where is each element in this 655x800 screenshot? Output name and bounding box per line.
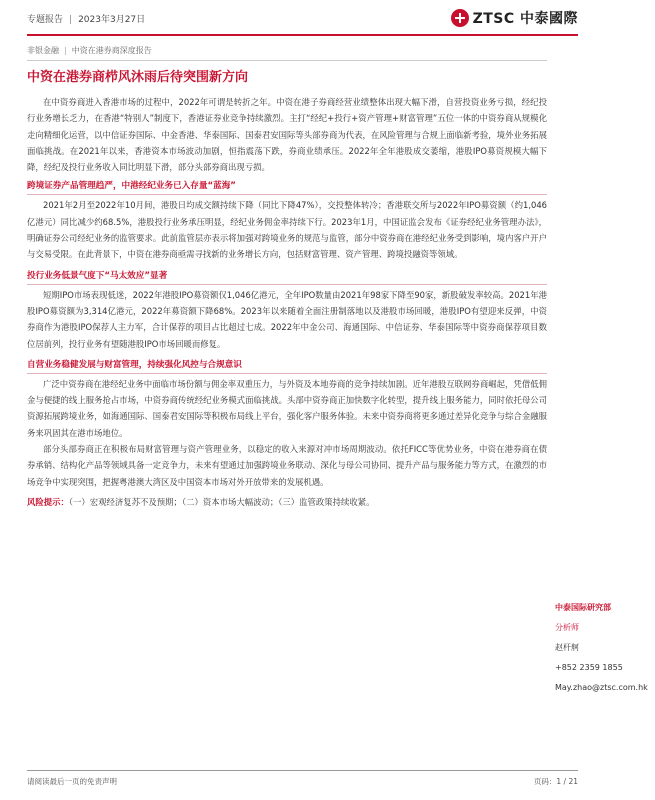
- breadcrumb-category: 非银金融: [27, 46, 59, 55]
- footer-rule: [27, 770, 578, 771]
- report-type: 专题报告: [27, 15, 64, 25]
- header-divider: |: [69, 15, 73, 25]
- logo-mark-icon: [451, 9, 469, 27]
- main-body: [27, 94, 547, 510]
- breadcrumb-divider: |: [64, 46, 67, 55]
- paragraph-intro: 在中资券商进入香港市场的过程中，2022年可谓是转折之年。中资在港子券商经营业绩整体出现大幅下滑，自营投资业务亏损，经纪投行业务增长乏力，在香港“特别人”制度下，香港证券业竞争持续激烈。主打“经纪+投行+资产管理+财富管理”五位一体的中资券商从规模化走向精细化运营，以中信证券国际、中金香港、华泰国际、国泰君安国际等头部券商为代表，在风险管理与合规上面临新考验，境外业务拓展面临挑战。在2021年以来，香港资本市场波动加剧，恒指震荡下跌，券商业绩承压。2022年全年港股成交萎缩，港股IPO募资规模大幅下降，经纪及投行业务收入同比明显下滑，部分头部券商出现亏损。: [27, 97, 547, 173]
- breadcrumb-report: 中资在港券商深度报告: [71, 46, 152, 55]
- paragraph-competition: 广泛中资券商在港经纪业务中面临市场份额与佣金率双重压力，与外资及本地券商的竞争持续加剧。近年港股互联网券商崛起，凭借低佣金与便捷的线上服务抢占市场，中资券商传统经纪业务模式面临挑战。头部中资券商正加快数字化转型，提升线上服务能力，同时依托母公司资源拓展跨境业务，如海通国际、国泰君安国际等积极布局线上平台，强化客户服务体验。未来中资券商将更多通过差异化竞争与综合金融服务来巩固其在港市场地位。: [27, 378, 547, 438]
- paragraph-outlook: 部分头部券商正在积极布局财富管理与资产管理业务，以稳定的收入来源对冲市场周期波动。依托FICC等优势业务，中资在港券商在债券承销、结构化产品等领域具备一定竞争力，未来有望通过加强跨境业务联动、深化与母公司协同、提升产品与服务能力等方式，在激烈的市场竞争中实现突围，把握粤港澳大湾区及中国资本市场对外开放带来的发展机遇。: [27, 444, 547, 487]
- analyst-role: 分析师: [555, 623, 579, 632]
- risk-text: （一）宏观经济复苏不及预期；（二）资本市场大幅波动；（三）监管政策持续收紧。: [68, 496, 375, 507]
- analyst-name: 赵杆舸: [555, 643, 579, 652]
- section-heading-brokerage: 跨境证券产品管理趋严，中港经纪业务已入存量“蓝海”: [27, 178, 547, 195]
- analyst-sidebar: [555, 598, 655, 698]
- paragraph-ibanking: 短期IPO市场表现低迷，2022年港股IPO募资额仅1,046亿港元，全年IPO数量由2021年98家下降至90家，新股破发率较高。2021年港股IPO募资额为3,314亿港元，2022年募资额下降68%。2023年以来随着全面注册制落地以及港股市场回暖，港股IPO有望迎来反弹，中资券商作为港股IPO保荐人主力军，合计保荐的项目占比超过七成。2022年中金公司、海通国际、中信证券、华泰国际等中资券商保荐项目数位居前列，投行业务有望随港股IPO市场回暖而修复。: [27, 289, 547, 349]
- company-logo: [451, 6, 578, 30]
- section-heading-proprietary: 自营业务稳健发展与财富管理，持续强化风控与合规意识: [27, 357, 547, 374]
- section-heading-ibanking: 投行业务低景气度下“马太效应”显著: [27, 268, 547, 285]
- breadcrumb: [27, 45, 152, 56]
- research-team: 中泰国际研究部: [555, 603, 611, 612]
- footer-disclaimer: 请阅读最后一页的免责声明: [27, 777, 117, 786]
- header-rule: [27, 34, 578, 36]
- header-left: [27, 12, 145, 25]
- analyst-phone: +852 2359 1855: [555, 663, 623, 672]
- page-title: 中资在港券商栉风沐雨后待突围新方向: [27, 70, 249, 85]
- breadcrumb-rule: [27, 60, 547, 61]
- analyst-email[interactable]: May.zhao@ztsc.com.hk: [555, 683, 648, 692]
- risk-label: 风险提示：: [27, 496, 69, 507]
- paragraph-brokerage: 2021年2月至2022年10月间，港股日均成交额持续下降（同比下降47%），交投整体转冷；香港联交所与2022年IPO募资额（约1,046亿港元）同比减少约68.5%，港股投行业务承压明显，经纪业务佣金率持续下行。2023年1月，中国证监会发布《证券经纪业务管理办法》，明确证券公司经纪业务的监管要求。此前监管层亦表示将加强对跨境业务的规范与监管，部分中资券商在港经纪业务受到影响，境内客户开户与交易受限。在此背景下，中资在港券商亟需寻找新的业务增长方向，包括财富管理、资产管理、跨境投融资等领域。: [27, 200, 547, 260]
- risk-warning: [27, 494, 547, 510]
- report-date: 2023年3月27日: [78, 15, 146, 25]
- footer-page-number: 页码：1 / 21: [533, 777, 578, 786]
- logo-text: ZTSC 中泰國際: [472, 11, 578, 27]
